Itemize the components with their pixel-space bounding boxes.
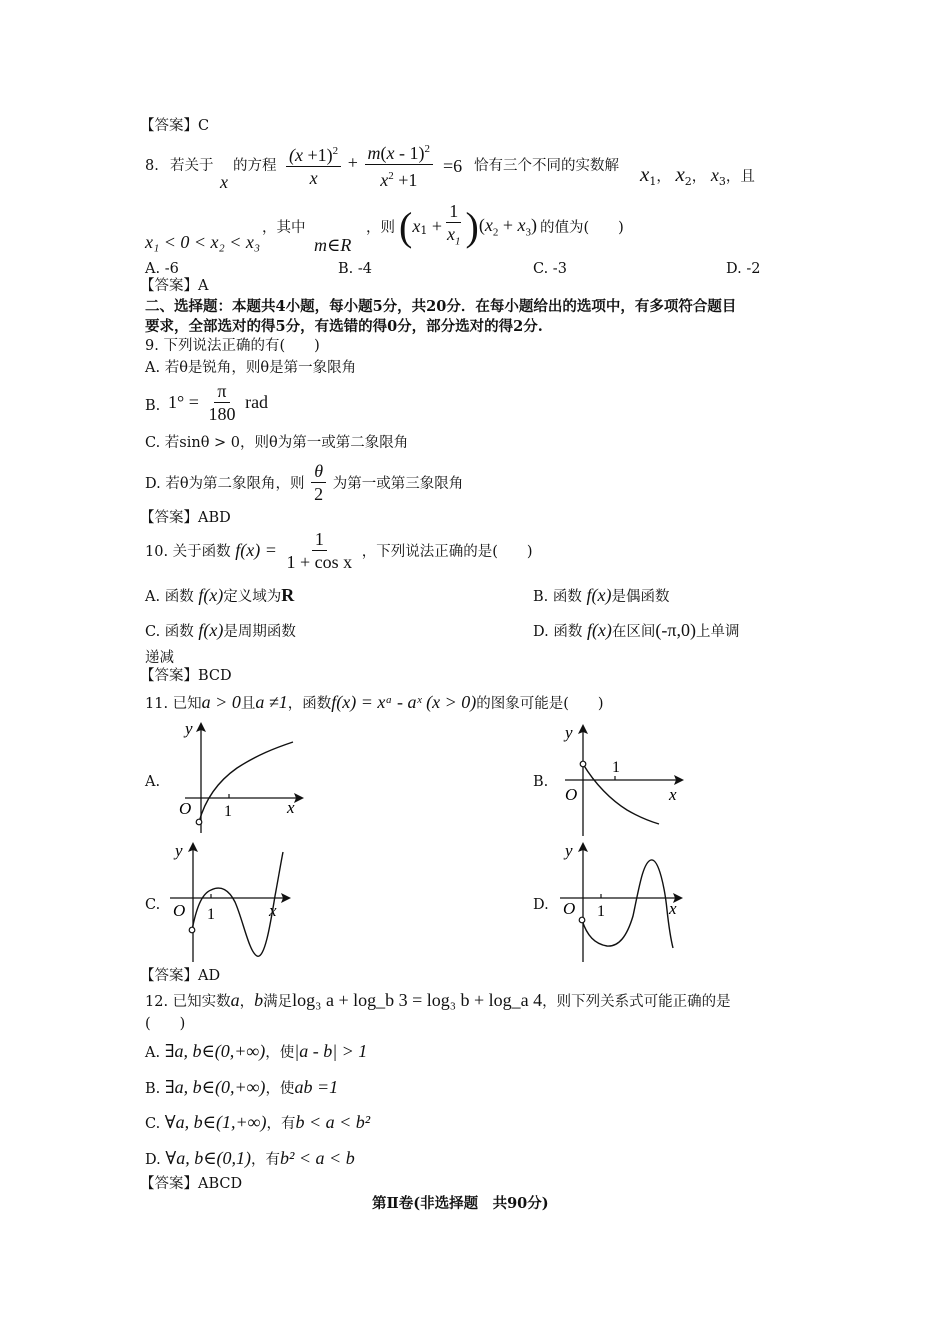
q11-graph-a [165, 718, 310, 838]
q8-number: 8. [145, 158, 159, 174]
q8-option-b: B. -4 [338, 261, 372, 277]
origin-label: O [173, 901, 186, 920]
x-label: x [669, 899, 677, 918]
q10-answer: 【答案】BCD [140, 668, 232, 684]
q10-option-a: A. 函数 f(x)定义域为R [145, 585, 295, 605]
q8-stem-b: 的方程 [233, 158, 277, 174]
q8-then: ，则 [366, 220, 395, 236]
x-label: x [269, 901, 277, 920]
q8-eq-rhs: =6 [443, 156, 463, 176]
q11-answer: 【答案】AD [140, 968, 221, 984]
q8-m-in-R: m∈R [314, 235, 352, 255]
open-point [196, 819, 202, 825]
tick-label: 1 [612, 759, 620, 776]
q10-option-c: C. 函数 f(x)是周期函数 [145, 620, 296, 640]
q9-option-d: D. 若θ为第二象限角，则 $\frac{\theta}{2}$ 为第一或第三象限角 [145, 461, 464, 504]
q8-option-c: C. -3 [533, 261, 567, 277]
q11-graph-c [165, 840, 310, 965]
q7-answer: 【答案】C [140, 118, 210, 134]
q8-option-a: A. -6 [145, 261, 179, 277]
q9-stem: 9. 下列说法正确的有( ) [145, 338, 320, 354]
q11-label-d: D. [533, 897, 549, 913]
q10-option-b: B. 函数 f(x)是偶函数 [533, 585, 670, 605]
q10-option-d-cont: 递减 [145, 650, 174, 666]
q8-stem-c: 恰有三个不同的实数解 [474, 158, 619, 174]
q12-answer: 【答案】ABCD [140, 1176, 243, 1192]
x-label: x [287, 798, 295, 817]
open-point [580, 761, 586, 767]
q9-option-b: 1° = $\frac{\pi}{180}$ rad [168, 381, 269, 424]
q8-stem-a: 若关于 [170, 158, 214, 174]
origin-label: O [179, 799, 192, 818]
y-label: y [175, 841, 183, 860]
tick-label: 1 [597, 903, 605, 920]
origin-label: O [563, 899, 576, 918]
open-point [189, 927, 195, 933]
section2-line1: 二、选择题：本题共4小题，每小题5分，共20分．在每小题给出的选项中，有多项符合题目 [145, 298, 737, 315]
curve [199, 742, 293, 822]
q12-option-d: D. ∀a, b∈(0,1)，有b² < a < b [145, 1148, 355, 1168]
q11-label-a: A. [145, 774, 161, 790]
curve [582, 860, 673, 948]
q10-stem: 10. 关于函数 f(x) = $\frac{1}{\text{1 + cos x}}$ ，下列说法正确的是( ) [145, 529, 533, 572]
tick-label: 1 [224, 803, 232, 820]
q8-option-d: D. -2 [726, 261, 761, 277]
q8-value-of: 的值为( ) [540, 220, 624, 236]
q9-option-c: C. 若sinθ > 0，则θ为第一或第二象限角 [145, 435, 409, 451]
q11-stem: 11. 已知a > 0且a ≠1，函数f(x) = xᵃ - aˣ (x > 0)的图象可能是( ) [145, 692, 604, 712]
q12-paren: ( ) [145, 1016, 186, 1032]
q9-answer: 【答案】ABD [140, 510, 231, 526]
q8-var-x: x [220, 172, 228, 192]
q10-option-d: D. 函数 f(x)在区间(-π,0)上单调 [533, 620, 740, 640]
q11-graph-b [555, 718, 700, 838]
q9-option-a: A. 若θ是锐角，则θ是第一象限角 [145, 360, 357, 376]
q9-option-b-label: B. [145, 398, 161, 414]
y-label: y [565, 723, 573, 742]
q12-option-a: A. ∃a, b∈(0,+∞)，使|a - b| > 1 [145, 1041, 368, 1061]
q12-stem: 12. 已知实数a，b满足log₃ a + log_b 3 = log₃ b + log_a 4，则下列关系式可能正确的是 [145, 990, 731, 1010]
origin-label: O [565, 785, 578, 804]
q8-where: ，其中 [262, 220, 306, 236]
section2-line2: 要求，全部选对的得5分，有选错的得0分，部分选对的得2分. [145, 318, 543, 335]
q12-option-b: B. ∃a, b∈(0,+∞)，使ab =1 [145, 1077, 339, 1097]
q11-label-b: B. [533, 774, 549, 790]
q8-expression: ($x_1$ + $\frac{1}{x_1}$ )$(x_2 + x_3)$ [399, 201, 537, 249]
q8-cond: x₁ < 0 < x₂ < x₃ [145, 232, 261, 252]
q8-equation: $\frac{(x +1)^2}{x}$ + $\frac{m(x - 1)^2}{x^2 +1}$ [284, 138, 435, 191]
q8-roots: $x_1$， $x_2$， $x_3$，且 [640, 162, 755, 188]
part2-title: 第Ⅱ卷(非选择题 共90分) [372, 1195, 549, 1212]
open-point [579, 917, 585, 923]
q8-answer: 【答案】A [140, 278, 209, 294]
y-label: y [185, 719, 193, 738]
q11-label-c: C. [145, 897, 161, 913]
x-label: x [669, 785, 677, 804]
q11-graph-d [555, 840, 700, 965]
q12-option-c: C. ∀a, b∈(1,+∞)，有b < a < b² [145, 1112, 371, 1132]
y-label: y [565, 841, 573, 860]
curve [583, 764, 659, 824]
tick-label: 1 [207, 906, 215, 923]
